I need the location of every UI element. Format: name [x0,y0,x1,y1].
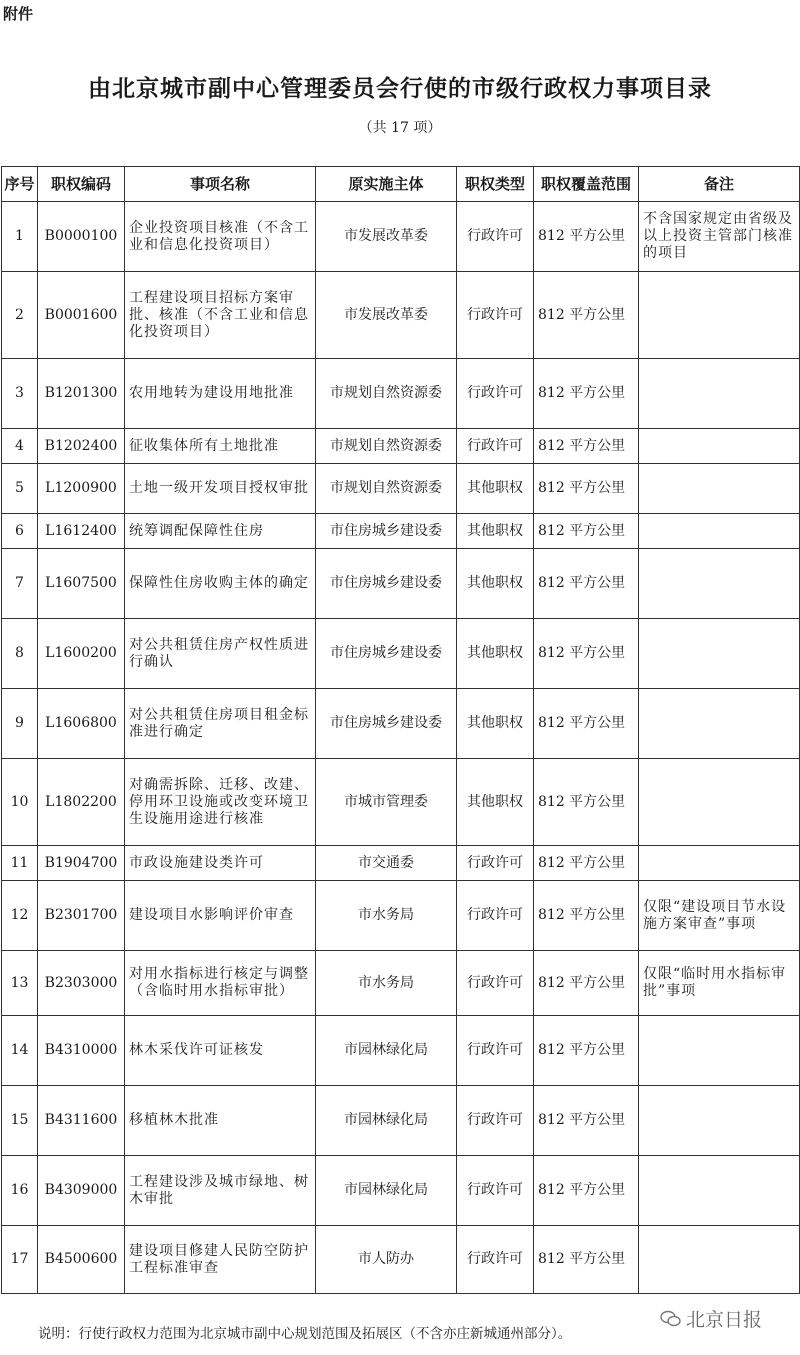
row-seq: 12 [2,881,38,951]
row-type: 其他职权 [457,514,534,549]
row-range: 812 平方公里 [534,881,639,951]
power-items-table [1,166,800,1294]
row-note [639,272,800,359]
column-header-note: 备注 [639,167,800,202]
row-note [639,1156,800,1226]
row-range: 812 平方公里 [534,619,639,689]
row-code: B4500600 [38,1226,125,1294]
row-range: 812 平方公里 [534,759,639,846]
table-row [2,689,800,759]
row-code: B1201300 [38,359,125,429]
row-code: B4311600 [38,1086,125,1156]
footnote: 说明：行使行政权力范围为北京城市副中心规划范围及拓展区（不含亦庄新城通州部分）。 [38,1326,572,1342]
row-code: L1612400 [38,514,125,549]
newspaper-watermark [660,1305,762,1332]
table-row [2,429,800,464]
row-note [639,514,800,549]
row-note [639,619,800,689]
row-seq: 1 [2,202,38,272]
table-row [2,1156,800,1226]
table-row [2,514,800,549]
column-header-seq: 序号 [2,167,38,202]
row-note [639,846,800,881]
row-code: L1607500 [38,549,125,619]
table-row [2,202,800,272]
table-row [2,951,800,1016]
row-note [639,429,800,464]
row-type: 行政许可 [457,429,534,464]
row-name: 建设项目水影响评价审查 [125,881,316,951]
row-range: 812 平方公里 [534,951,639,1016]
table-row [2,1226,800,1294]
row-range: 812 平方公里 [534,202,639,272]
row-note [639,759,800,846]
table-row [2,1016,800,1086]
row-type: 行政许可 [457,846,534,881]
row-type: 行政许可 [457,359,534,429]
row-seq: 7 [2,549,38,619]
row-seq: 8 [2,619,38,689]
column-header-range: 职权覆盖范围 [534,167,639,202]
row-name: 保障性住房收购主体的确定 [125,549,316,619]
row-range: 812 平方公里 [534,464,639,514]
row-range: 812 平方公里 [534,1016,639,1086]
row-code: L1600200 [38,619,125,689]
row-type: 行政许可 [457,1086,534,1156]
row-seq: 4 [2,429,38,464]
row-name: 征收集体所有土地批准 [125,429,316,464]
row-type: 行政许可 [457,951,534,1016]
table-row [2,1086,800,1156]
row-org: 市规划自然资源委 [316,464,457,514]
row-name: 市政设施建设类许可 [125,846,316,881]
row-type: 行政许可 [457,1156,534,1226]
row-name: 移植林木批准 [125,1086,316,1156]
table-row [2,846,800,881]
row-note [639,1086,800,1156]
row-org: 市人防办 [316,1226,457,1294]
row-type: 其他职权 [457,619,534,689]
row-type: 其他职权 [457,759,534,846]
row-name: 农用地转为建设用地批准 [125,359,316,429]
watermark-text: 北京日报 [686,1309,763,1331]
row-note: 仅限“临时用水指标审批”事项 [639,951,800,1016]
row-seq: 15 [2,1086,38,1156]
row-name: 对确需拆除、迁移、改建、停用环卫设施或改变环境卫生设施用途进行核准 [125,759,316,846]
row-org: 市园林绿化局 [316,1086,457,1156]
table-row [2,272,800,359]
row-org: 市发展改革委 [316,272,457,359]
row-org: 市住房城乡建设委 [316,689,457,759]
row-code: B4310000 [38,1016,125,1086]
row-code: L1606800 [38,689,125,759]
row-org: 市规划自然资源委 [316,359,457,429]
row-name: 统筹调配保障性住房 [125,514,316,549]
column-header-type: 职权类型 [457,167,534,202]
row-seq: 17 [2,1226,38,1294]
row-name: 工程建设项目招标方案审批、核准（不含工业和信息化投资项目） [125,272,316,359]
row-code: B0000100 [38,202,125,272]
row-note [639,1226,800,1294]
table-row [2,549,800,619]
row-type: 行政许可 [457,881,534,951]
row-org: 市规划自然资源委 [316,429,457,464]
row-org: 市园林绿化局 [316,1156,457,1226]
row-code: L1802200 [38,759,125,846]
table-row [2,881,800,951]
row-name: 对公共租赁住房产权性质进行确认 [125,619,316,689]
row-range: 812 平方公里 [534,429,639,464]
row-seq: 10 [2,759,38,846]
page-title: 由北京城市副中心管理委员会行使的市级行政权力事项目录 [88,75,712,102]
row-seq: 3 [2,359,38,429]
row-note: 不含国家规定由省级及以上投资主管部门核准的项目 [639,202,800,272]
row-type: 其他职权 [457,549,534,619]
row-org: 市住房城乡建设委 [316,514,457,549]
row-seq: 6 [2,514,38,549]
row-note [639,464,800,514]
row-type: 行政许可 [457,1016,534,1086]
row-seq: 16 [2,1156,38,1226]
row-range: 812 平方公里 [534,1226,639,1294]
row-org: 市住房城乡建设委 [316,549,457,619]
row-name: 企业投资项目核准（不含工业和信息化投资项目） [125,202,316,272]
row-range: 812 平方公里 [534,272,639,359]
table-row [2,759,800,846]
row-note [639,359,800,429]
row-org: 市城市管理委 [316,759,457,846]
row-org: 市住房城乡建设委 [316,619,457,689]
row-note [639,549,800,619]
row-seq: 13 [2,951,38,1016]
row-org: 市园林绿化局 [316,1016,457,1086]
row-range: 812 平方公里 [534,514,639,549]
row-org: 市交通委 [316,846,457,881]
row-org: 市水务局 [316,881,457,951]
row-seq: 5 [2,464,38,514]
row-name: 对公共租赁住房项目租金标准进行确定 [125,689,316,759]
row-range: 812 平方公里 [534,359,639,429]
row-name: 工程建设涉及城市绿地、树木审批 [125,1156,316,1226]
column-header-org: 原实施主体 [316,167,457,202]
row-note [639,689,800,759]
row-name: 土地一级开发项目授权审批 [125,464,316,514]
row-code: B2301700 [38,881,125,951]
row-code: L1200900 [38,464,125,514]
column-header-code: 职权编码 [38,167,125,202]
row-org: 市水务局 [316,951,457,1016]
row-type: 其他职权 [457,464,534,514]
table-header-row [2,167,800,202]
row-org: 市发展改革委 [316,202,457,272]
table-row [2,359,800,429]
row-range: 812 平方公里 [534,689,639,759]
row-seq: 9 [2,689,38,759]
row-range: 812 平方公里 [534,549,639,619]
row-code: B1202400 [38,429,125,464]
row-name: 对用水指标进行核定与调整（含临时用水指标审批） [125,951,316,1016]
row-type: 行政许可 [457,272,534,359]
row-name: 建设项目修建人民防空防护工程标准审查 [125,1226,316,1294]
row-seq: 11 [2,846,38,881]
row-note: 仅限“建设项目节水设施方案审查”事项 [639,881,800,951]
row-seq: 2 [2,272,38,359]
row-type: 行政许可 [457,202,534,272]
row-range: 812 平方公里 [534,1156,639,1226]
row-code: B4309000 [38,1156,125,1226]
wechat-icon [660,1310,682,1328]
row-code: B0001600 [38,272,125,359]
row-type: 行政许可 [457,1226,534,1294]
row-code: B2303000 [38,951,125,1016]
row-code: B1904700 [38,846,125,881]
row-note [639,1016,800,1086]
column-header-name: 事项名称 [125,167,316,202]
row-seq: 14 [2,1016,38,1086]
attachment-label: 附件 [3,5,34,23]
row-range: 812 平方公里 [534,846,639,881]
row-name: 林木采伐许可证核发 [125,1016,316,1086]
row-range: 812 平方公里 [534,1086,639,1156]
item-count: （共 17 项） [358,120,442,136]
row-type: 其他职权 [457,689,534,759]
table-row [2,464,800,514]
table-row [2,619,800,689]
